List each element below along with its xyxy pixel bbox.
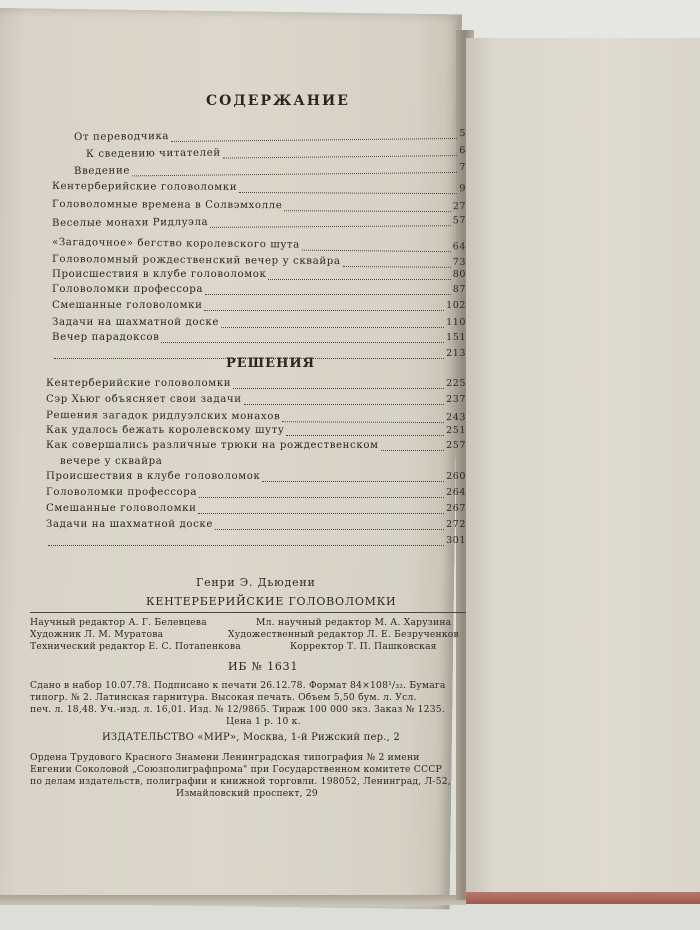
editor-right-1: Мл. научный редактор М. А. Харузина [256, 617, 452, 628]
editor-left-3: Технический редактор Е. С. Потапенкова [30, 641, 241, 652]
toc-entry-page: 301 [446, 535, 466, 546]
printer-line-4: Измайловский проспект, 29 [176, 788, 318, 799]
toc-entry-label: Происшествия в клубе головоломок [52, 269, 267, 280]
dot-leader [244, 403, 444, 405]
toc-entry-page: 151 [446, 332, 466, 343]
contents-title: СОДЕРЖАНИЕ [206, 93, 350, 109]
dot-leader [204, 309, 444, 311]
toc-entry-label: Смешанные головоломки [46, 503, 197, 514]
toc-entry [46, 394, 466, 409]
toc-entry-page: 243 [446, 412, 467, 424]
toc-entry [52, 284, 466, 299]
dot-leader [215, 528, 444, 530]
toc-entry-label: «Загадочное» бегство королевского шута [51, 237, 300, 251]
toc-entry-label: Введение [73, 165, 131, 177]
toc-entry [46, 535, 466, 550]
toc-entry-label: К сведению читателей [85, 147, 221, 160]
printer-line-2: Евгении Соколовой „Союзполиграфпрома" при Государственном комитете СССР [30, 764, 442, 775]
toc-entry-page: 260 [446, 471, 466, 482]
toc-entry-page: 9 [459, 183, 467, 195]
toc-entry-label: Задачи на шахматной доске [46, 519, 214, 530]
toc-entry-page: 5 [459, 127, 467, 139]
print-line-1: Сдано в набор 10.07.78. Подписано к печати 26.12.78. Формат 84×108¹/₃₂. Бумага [30, 680, 446, 691]
toc-entry [46, 425, 466, 440]
ib-number: ИБ № 1631 [228, 660, 299, 673]
dot-leader [239, 190, 457, 193]
toc-entry [52, 199, 466, 216]
toc-entry-label: Кентерберийские головоломки [51, 181, 238, 193]
toc-entry [52, 215, 466, 233]
dot-leader [268, 278, 450, 280]
toc-entry [46, 519, 466, 534]
toc-entry [60, 456, 360, 471]
toc-entry-page: 237 [446, 394, 466, 405]
toc-entry-page: 80 [452, 269, 466, 280]
publisher: ИЗДАТЕЛЬСТВО «МИР», Москва, 1-й Рижский пер., 2 [102, 732, 400, 743]
toc-entry [52, 237, 466, 256]
dot-leader [381, 449, 444, 451]
dot-leader [199, 496, 444, 498]
toc-entry [52, 181, 466, 198]
toc-entry [46, 487, 466, 502]
toc-entry-label: Решения загадок ридлуэлских монахов [45, 410, 281, 423]
imprint-rule [30, 612, 466, 613]
toc-entry-page: 7 [459, 161, 467, 173]
toc-entry-label: Происшествия в клубе головоломок [46, 471, 261, 482]
dot-leader [342, 265, 450, 268]
print-line-2: типогр. № 2. Латинская гарнитура. Высокая печать. Объем 5,50 бум. л. Усл. [30, 692, 417, 703]
dot-leader [132, 170, 457, 175]
toc-entry-label: Головоломки профессора [52, 284, 204, 295]
toc-entry-label: Как совершались различные трюки на рождественском [46, 440, 379, 451]
toc-entry-page: 57 [452, 215, 467, 227]
toc-entry-label: вечере у сквайра [60, 456, 163, 467]
dot-leader [48, 544, 444, 546]
author-name: Генри Э. Дьюдени [196, 576, 316, 589]
printer-line-3: по делам издательств, полиграфии и книжной торговли. 198052, Ленинград, Л-52, [30, 776, 451, 787]
toc-entry-page: 73 [452, 256, 467, 268]
toc-entry-page: 257 [446, 440, 466, 451]
toc-entry-page: 110 [446, 317, 466, 328]
printer-line-1: Ордена Трудового Красного Знамени Ленинградская типография № 2 имени [30, 752, 420, 763]
toc-entry [46, 440, 466, 455]
toc-entry-page: 102 [446, 300, 466, 311]
toc-entry-page: 267 [446, 503, 466, 514]
print-line-3: печ. л. 18,48. Уч.-изд. л. 16,01. Изд. № 12/9865. Тираж 100 000 экз. Заказ № 1235. [30, 704, 445, 715]
toc-entry-label: Головоломные времена в Солвэмхолле [51, 199, 283, 212]
toc-entry-page: 6 [459, 145, 467, 157]
toc-entry-label: Головоломный рождественский вечер у сквайра [51, 254, 341, 268]
toc-entry-label: Как удалось бежать королевскому шуту [46, 425, 285, 436]
dot-leader [221, 326, 444, 328]
toc-entry-label: Задачи на шахматной доске [52, 317, 220, 328]
dot-leader [171, 136, 457, 141]
dot-leader [161, 341, 444, 343]
toc-entry [52, 332, 466, 347]
solutions-title: РЕШЕНИЯ [226, 356, 316, 371]
toc-entry-label: Смешанные головоломки [52, 300, 203, 311]
toc-entry [52, 317, 466, 332]
toc-entry [46, 503, 466, 518]
toc-entry [52, 269, 466, 284]
toc-entry [86, 145, 466, 164]
toc-entry-page: 264 [446, 487, 466, 498]
toc-entry-page: 251 [446, 425, 466, 436]
editor-right-3: Корректор Т. П. Пашковская [290, 641, 437, 652]
toc-entry-page: 64 [452, 241, 467, 253]
dot-leader [233, 387, 444, 389]
price: Цена 1 р. 10 к. [226, 716, 301, 727]
toc-entry-label: Веселые монахи Ридлуэла [51, 216, 209, 229]
toc-entry-label: От переводчика [73, 131, 170, 143]
editor-left-1: Научный редактор А. Г. Белевцева [30, 617, 207, 628]
dot-leader [284, 209, 450, 212]
editor-right-2: Художественный редактор Л. Е. Безрученков [228, 629, 459, 640]
toc-entry [46, 378, 466, 393]
dot-leader [223, 154, 458, 158]
toc-entry-page: 87 [452, 284, 466, 295]
toc-entry-page: 272 [446, 519, 466, 530]
dot-leader [164, 465, 358, 466]
toc-entry [74, 162, 466, 181]
dot-leader [210, 224, 450, 228]
toc-entry [46, 471, 466, 486]
toc-entry-label: Сэр Хьюг объясняет свои задачи [46, 394, 242, 405]
dot-leader [302, 248, 451, 252]
toc-entry-label: Вечер парадоксов [52, 332, 160, 343]
toc-entry-page: 27 [452, 201, 467, 213]
dot-leader [198, 512, 444, 514]
toc-entry-label: Кентерберийские головоломки [46, 378, 232, 389]
editor-left-2: Художник Л. М. Муратова [30, 629, 164, 640]
toc-entry-label: Головоломки профессора [46, 487, 198, 498]
toc-entry-page: 213 [446, 348, 466, 359]
toc-entry [74, 128, 466, 147]
dot-leader [282, 420, 444, 423]
book-title: КЕНТЕРБЕРИЙСКИЕ ГОЛОВОЛОМКИ [146, 595, 397, 608]
dot-leader [205, 293, 451, 295]
dot-leader [286, 434, 444, 436]
toc-entry [52, 300, 466, 315]
dot-leader [262, 480, 444, 482]
toc-entry-page: 225 [446, 378, 466, 389]
